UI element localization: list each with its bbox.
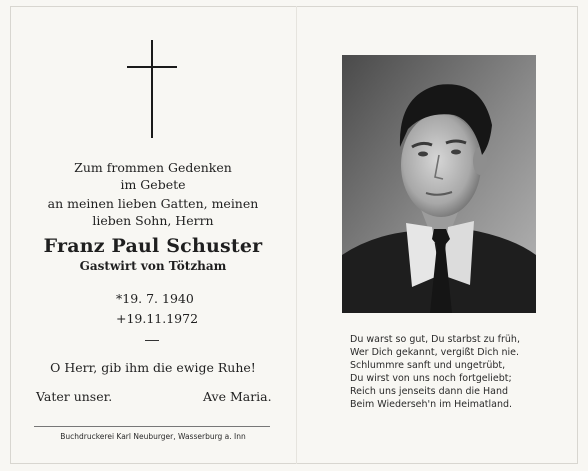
closing-vater-unser: Vater unser. — [36, 389, 113, 404]
deceased-occupation: Gastwirt von Tötzham — [79, 259, 227, 273]
printer-rule — [34, 426, 270, 427]
death-date: +19.11.1972 — [116, 311, 199, 326]
printer-imprint: Buchdruckerei Karl Neuburger, Wasserburg a. Inn — [60, 432, 246, 441]
intro-line-4: lieben Sohn, Herrn — [92, 213, 214, 228]
poem-line: Reich uns jenseits dann die Hand — [350, 386, 509, 397]
card-fold — [296, 6, 297, 464]
poem-line: Schlummre sanft und ungetrübt, — [350, 360, 506, 371]
poem-line: Wer Dich gekannt, vergißt Dich nie. — [350, 347, 520, 358]
portrait-photo — [342, 55, 536, 313]
intro-line-1: Zum frommen Gedenken — [74, 160, 232, 175]
intro-line-2: im Gebete — [120, 177, 186, 192]
birth-date: *19. 7. 1940 — [116, 291, 194, 306]
closing-ave-maria: Ave Maria. — [203, 389, 272, 404]
cross-horizontal-bar — [127, 66, 177, 68]
divider-dash — [145, 340, 159, 341]
prayer-line: O Herr, gib ihm die ewige Ruhe! — [50, 360, 256, 375]
intro-line-3: an meinen lieben Gatten, meinen — [47, 196, 259, 211]
poem-line: Du warst so gut, Du starbst zu früh, — [350, 334, 520, 345]
poem-line: Beim Wiederseh'n im Heimatland. — [350, 399, 513, 410]
cross-vertical-bar — [151, 40, 153, 138]
memorial-poem — [350, 333, 520, 411]
poem-line: Du wirst von uns noch fortgeliebt; — [350, 373, 512, 384]
deceased-name: Franz Paul Schuster — [43, 235, 263, 257]
life-dates — [116, 289, 198, 329]
